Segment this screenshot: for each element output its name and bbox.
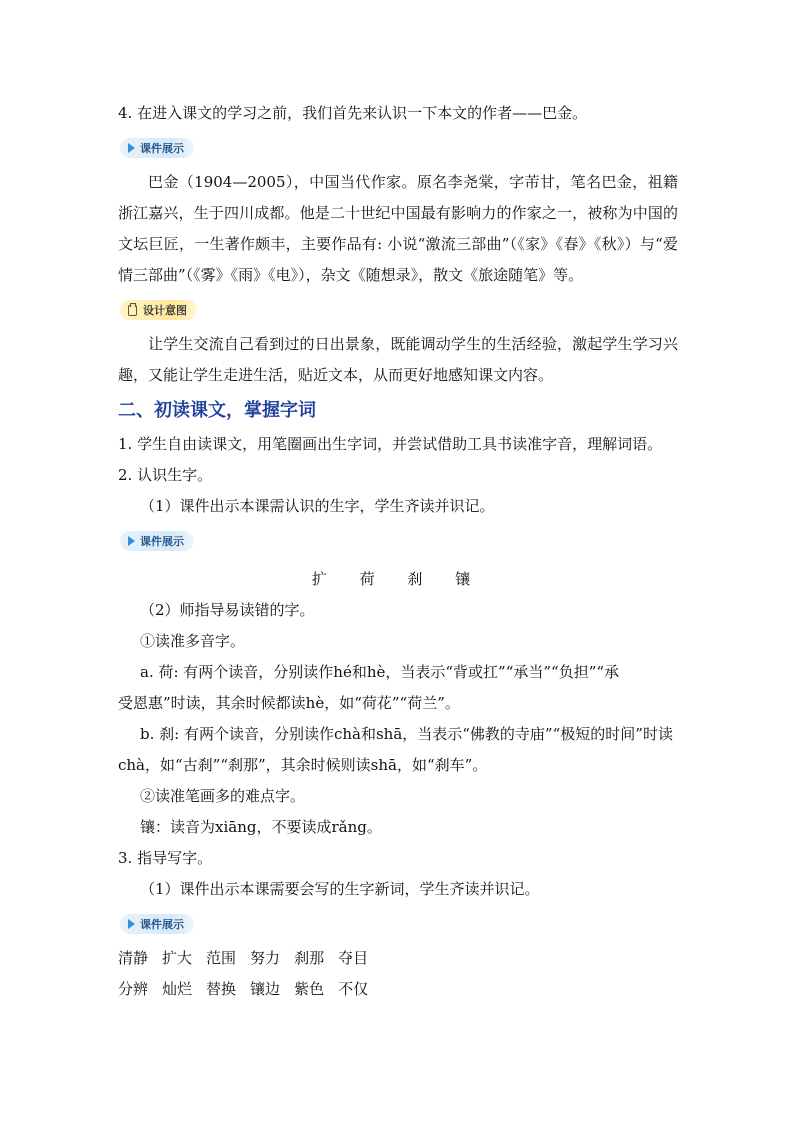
he-line-2: 受恩惠”时读，其余时候都读hè，如“荷花”“荷兰”。 [118,694,460,712]
words-row-1 [118,943,678,974]
word: 努力 [250,949,281,967]
word: 紫色 [294,980,325,998]
word: 替换 [206,980,237,998]
word: 清静 [118,949,149,967]
document-page [118,98,678,1005]
step-2-2: （2）师指导易读错的字。 [140,601,315,619]
design-intent-badge [120,300,197,320]
complex-chars-heading: ②读准笔画多的难点字。 [140,787,306,805]
word: 灿烂 [162,980,193,998]
courseware-badge [120,914,194,934]
step-1: 1. 学生自由读课文，用笔圈画出生字词，并尝试借助工具书读准字音，理解词语。 [118,435,663,453]
play-triangle-icon [128,143,135,153]
polyphone-heading: ①读准多音字。 [140,632,246,650]
bajin-intro: 巴金（1904—2005），中国当代作家。原名李尧棠，字芾甘，笔名巴金，祖籍浙江嘉兴，生于四川成都。他是二十世纪中国最有影响力的作家之一，被称为中国的文坛巨匠，一生著作颇丰，主要作品有: 小说“激流三部曲”（《家》《春》《秋》）与“爱情三部曲”（《雾》《雨》《电》），杂文《随想录》，散文《旅途随笔》等。 [118,173,678,284]
cha-line-1: b. 刹: 有两个读音，分别读作chà和shā，当表示“佛教的寺庙”“极短的时间”时读 [140,725,673,743]
step-2-1: （1）课件出示本课需认识的生字，学生齐读并识记。 [140,497,495,515]
section-title: 二、初读课文，掌握字词 [118,400,316,421]
courseware-badge [120,138,194,158]
play-triangle-icon [128,919,135,929]
design-intent-text: 让学生交流自己看到过的日出景象，既能调动学生的生活经验，激起学生学习兴趣，又能让学生走进生活，贴近文本，从而更好地感知课文内容。 [118,335,678,384]
words-row-2 [118,974,678,1005]
item-4: 4. 在进入课文的学习之前，我们首先来认识一下本文的作者——巴金。 [118,104,588,122]
step-3-1: （1）课件出示本课需要会写的生字新词，学生齐读并识记。 [140,880,540,898]
badge-label: 课件展示 [140,142,184,155]
word: 扩大 [162,949,193,967]
new-characters: 扩 荷 刹 镶 [311,570,485,588]
word: 刹那 [294,949,325,967]
cha-line-2: chà，如“古刹”“刹那”，其余时候则读shā，如“刹车”。 [118,756,488,774]
xiang-note: 镶：读音为xiāng，不要读成rǎng。 [140,818,382,836]
word: 镶边 [250,980,281,998]
word: 范围 [206,949,237,967]
badge-label: 课件展示 [140,918,184,931]
word: 夺目 [338,949,369,967]
clipboard-icon [128,305,137,316]
badge-label: 课件展示 [140,535,184,548]
he-line-1: a. 荷: 有两个读音，分别读作hé和hè，当表示“背或扛”“承当”“负担”“承 [140,663,620,681]
word: 不仅 [338,980,369,998]
word: 分辨 [118,980,149,998]
play-triangle-icon [128,536,135,546]
badge-label: 设计意图 [143,304,187,317]
step-2: 2. 认识生字。 [118,466,213,484]
step-3: 3. 指导写字。 [118,849,213,867]
courseware-badge [120,531,194,551]
